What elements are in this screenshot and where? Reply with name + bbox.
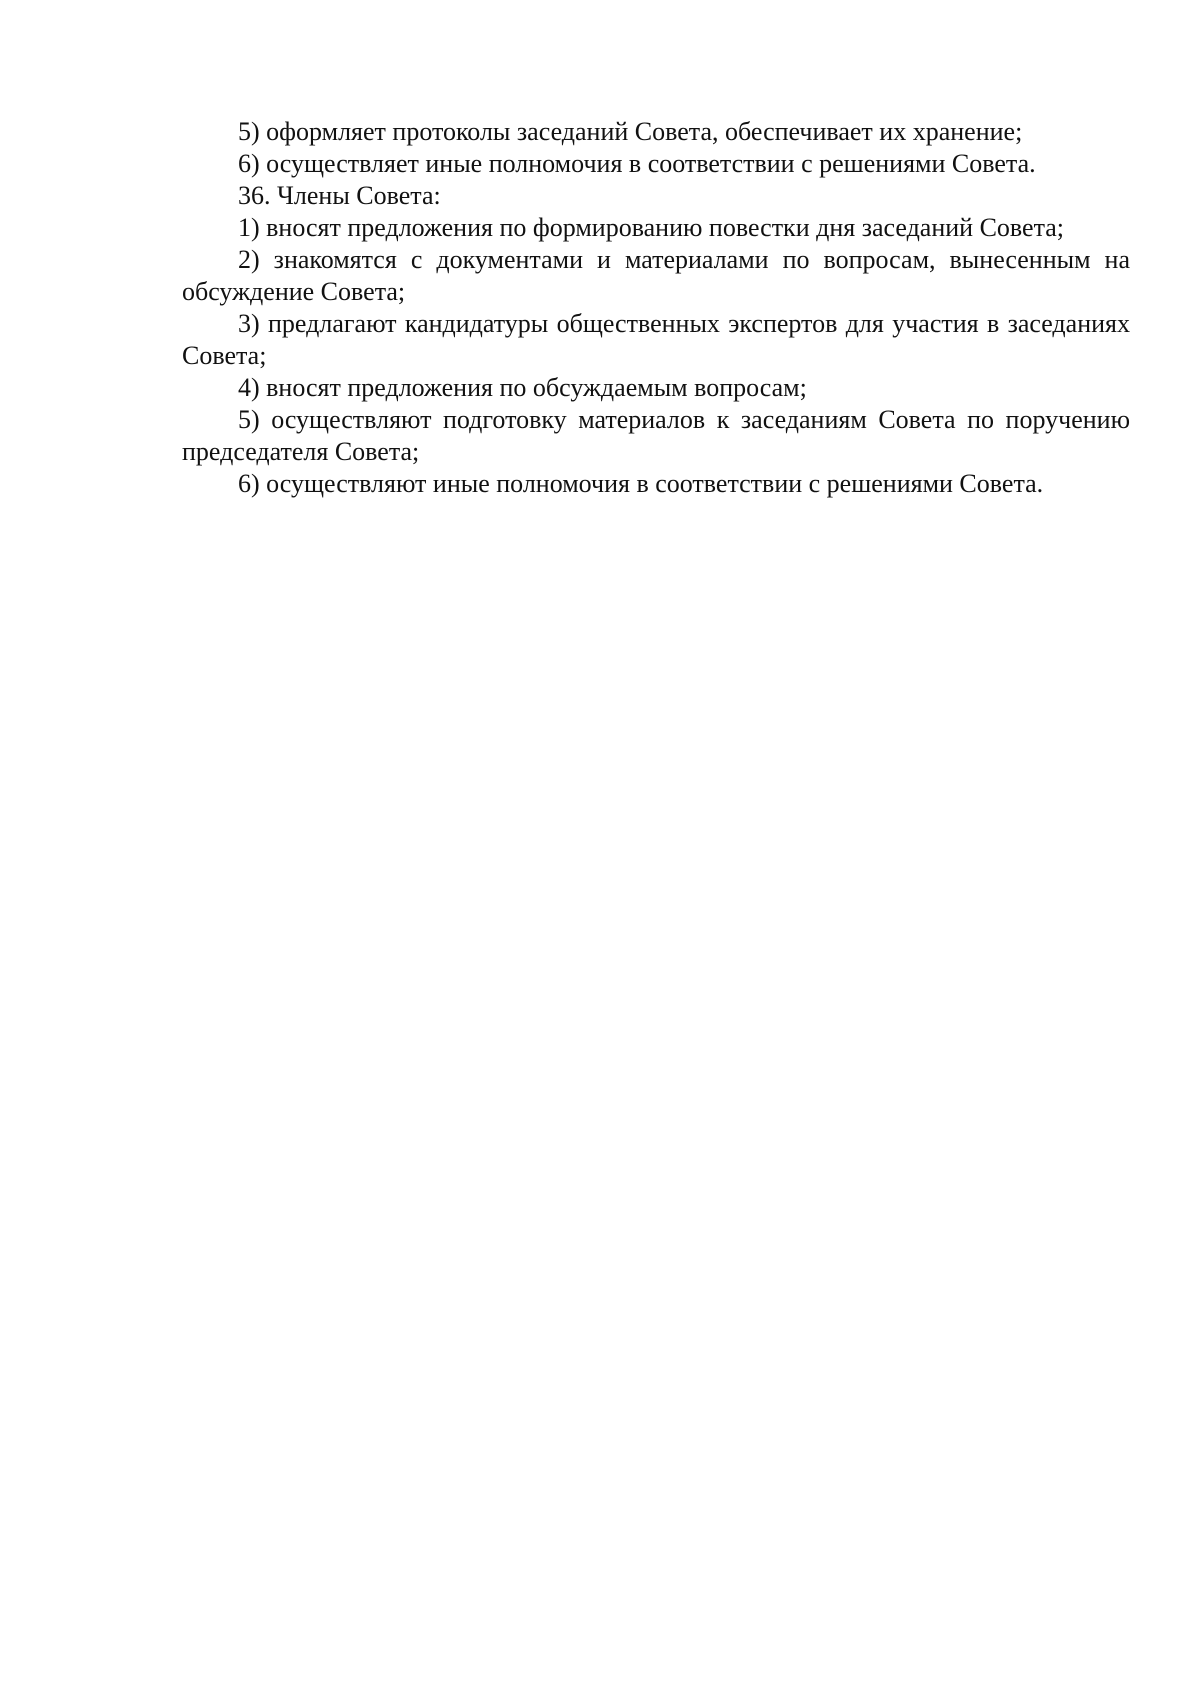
document-body xyxy=(182,116,1130,500)
paragraph-member-item-1: 1) вносят предложения по формированию повестки дня заседаний Совета; xyxy=(238,213,1065,242)
paragraph-member-item-4: 4) вносят предложения по обсуждаемым вопросам; xyxy=(238,373,807,402)
paragraph-member-item-3: 3) предлагают кандидатуры общественных экспертов для участия в заседаниях Совета; xyxy=(182,309,1130,370)
paragraph-section-36-heading: 36. Члены Совета: xyxy=(238,181,441,210)
paragraph-item-6-other-powers: 6) осуществляет иные полномочия в соответствии с решениями Совета. xyxy=(238,149,1036,178)
paragraph-member-item-2: 2) знакомятся с документами и материалами по вопросам, вынесенным на обсуждение Совета; xyxy=(182,245,1130,306)
paragraph-item-5-protocols: 5) оформляет протоколы заседаний Совета, обеспечивает их хранение; xyxy=(238,117,1023,146)
paragraph-member-item-5: 5) осуществляют подготовку материалов к заседаниям Совета по поручению председателя Совета; xyxy=(182,405,1130,466)
paragraph-member-item-6: 6) осуществляют иные полномочия в соответствии с решениями Совета. xyxy=(238,469,1044,498)
